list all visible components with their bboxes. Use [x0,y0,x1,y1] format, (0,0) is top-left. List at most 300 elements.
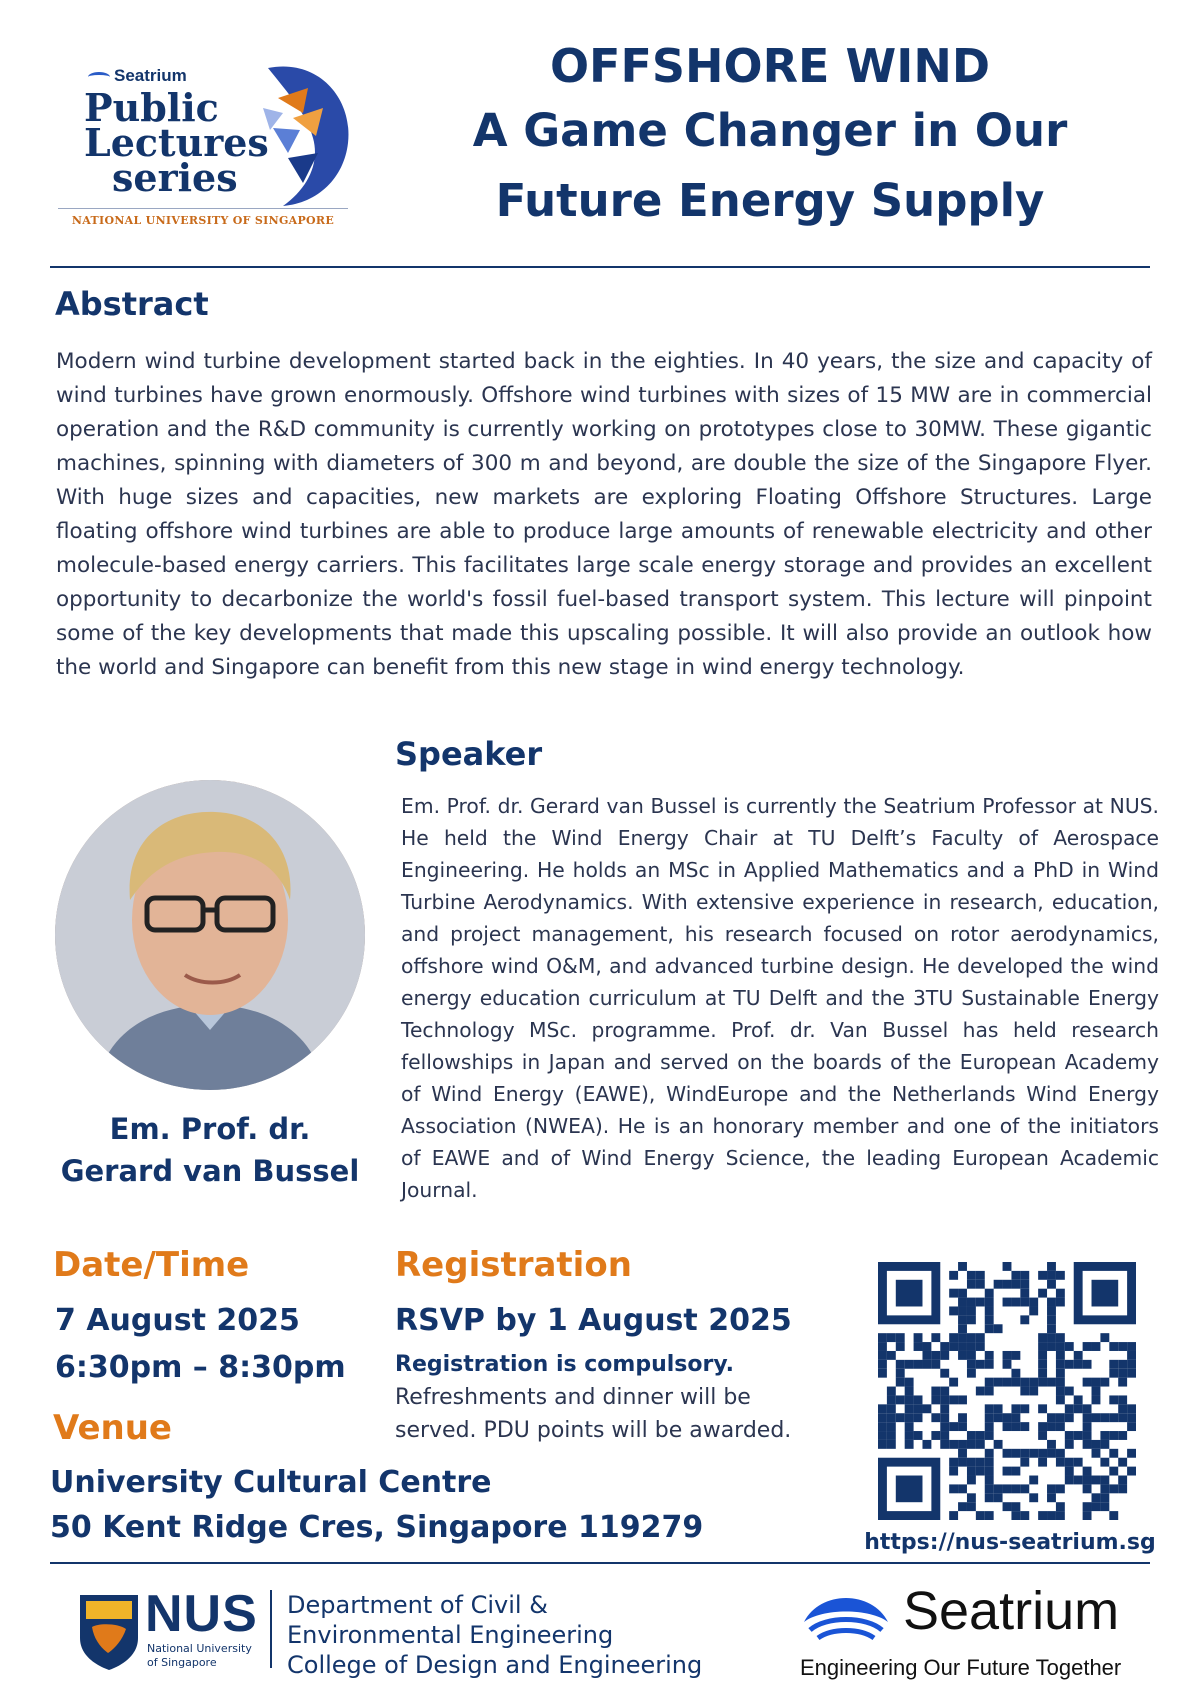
qr-module [1118,1476,1127,1485]
qr-module [1003,1449,1012,1458]
qr-module [985,1476,994,1485]
qr-module [914,1395,923,1404]
qr-module [967,1467,976,1476]
qr-module [1118,1458,1127,1467]
qr-module [1011,1351,1020,1360]
qr-module [976,1333,985,1342]
qr-module [985,1484,994,1493]
nus-crest-icon [78,1593,140,1671]
department-name [287,1590,702,1680]
qr-module [1029,1476,1038,1485]
qr-module [976,1360,985,1369]
speaker-name-line-2: Gerard van Bussel [60,1154,360,1188]
qr-module [878,1413,887,1422]
qr-module [905,1360,914,1369]
qr-module [1109,1342,1118,1351]
qr-module [931,1431,940,1440]
qr-module [1083,1378,1092,1387]
qr-module [887,1387,896,1396]
qr-module [985,1422,994,1431]
qr-module [949,1342,958,1351]
qr-module [1003,1422,1012,1431]
qr-module [1056,1360,1065,1369]
qr-module [976,1467,985,1476]
qr-module [1020,1484,1029,1493]
qr-module [976,1458,985,1467]
qr-module [914,1431,923,1440]
qr-module [1118,1404,1127,1413]
qr-module [1083,1511,1092,1520]
qr-module [1083,1404,1092,1413]
qr-module [922,1440,931,1449]
qr-module [896,1280,923,1307]
qr-module [1109,1431,1118,1440]
qr-module [1003,1467,1012,1476]
qr-module [1118,1395,1127,1404]
seatrium-wave-icon [88,72,110,82]
qr-module [1065,1404,1074,1413]
qr-module [1056,1502,1065,1511]
qr-module [1020,1289,1029,1298]
speaker-portrait-icon [55,780,365,1090]
qr-module [1038,1369,1047,1378]
qr-module [1011,1511,1020,1520]
qr-module [1038,1342,1047,1351]
qr-module [1109,1369,1118,1378]
qr-module [1083,1440,1092,1449]
qr-module [949,1484,958,1493]
qr-module [985,1298,994,1307]
qr-module [1083,1360,1092,1369]
qr-module [1100,1333,1109,1342]
seatrium-tagline: Engineering Our Future Together [800,1655,1122,1680]
qr-module [1056,1289,1065,1298]
qr-module [994,1378,1003,1387]
qr-module [940,1431,949,1440]
qr-module [1020,1449,1029,1458]
qr-module [1092,1440,1101,1449]
qr-module [976,1280,985,1289]
qr-module [1047,1271,1056,1280]
qr-module [1038,1333,1047,1342]
qr-module [931,1333,940,1342]
qr-module [1020,1315,1029,1324]
qr-module [976,1431,985,1440]
qr-module [931,1413,940,1422]
qr-module [1011,1378,1020,1387]
qr-module [1100,1413,1109,1422]
qr-module [922,1404,931,1413]
qr-module [985,1306,994,1315]
qr-module [1083,1467,1092,1476]
qr-module [1127,1369,1136,1378]
qr-module [985,1315,994,1324]
qr-module [1092,1387,1101,1396]
qr-module [1100,1502,1109,1511]
speaker-name [40,1108,380,1192]
qr-module [940,1387,949,1396]
qr-module [905,1440,914,1449]
qr-module [887,1351,896,1360]
nus-wordmark: NUS [145,1585,258,1643]
event-time: 6:30pm – 8:30pm [55,1350,346,1385]
qr-module [1020,1404,1029,1413]
qr-module [1020,1458,1029,1467]
qr-module [949,1306,958,1315]
qr-module [1038,1431,1047,1440]
qr-module [1029,1378,1038,1387]
rsvp-deadline: RSVP by 1 August 2025 [395,1303,792,1338]
seatrium-logo-icon [800,1586,892,1646]
qr-module [896,1413,905,1422]
qr-module [1011,1369,1020,1378]
venue-name: University Cultural Centre [50,1465,492,1500]
qr-module [967,1369,976,1378]
qr-module [1118,1342,1127,1351]
qr-module [1083,1484,1092,1493]
qr-module [922,1351,931,1360]
qr-module [1020,1271,1029,1280]
department-line-2: Environmental Engineering [287,1621,614,1649]
nus-subtitle-line-2: of Singapore [147,1656,217,1669]
qr-module [1118,1378,1127,1387]
qr-module [985,1413,994,1422]
qr-module [1092,1342,1101,1351]
qr-module [1109,1413,1118,1422]
qr-module [905,1395,914,1404]
qr-module [1127,1360,1136,1369]
qr-module [1056,1484,1065,1493]
qr-module [967,1351,976,1360]
qr-module [896,1476,923,1503]
qr-module [905,1413,914,1422]
qr-module [1047,1378,1056,1387]
qr-module [1109,1511,1118,1520]
qr-module [958,1306,967,1315]
qr-module [1056,1333,1065,1342]
qr-module [1109,1360,1118,1369]
qr-module [905,1404,914,1413]
qr-module [905,1387,914,1396]
registration-note-line-2: served. PDU points will be awarded. [395,1418,792,1443]
qr-module [1127,1449,1136,1458]
qr-module [887,1413,896,1422]
qr-module [1003,1413,1012,1422]
qr-module [1011,1271,1020,1280]
qr-module [1003,1484,1012,1493]
qr-module [958,1484,967,1493]
qr-module [887,1333,896,1342]
qr-module [958,1395,967,1404]
qr-module [1056,1395,1065,1404]
qr-module [1003,1298,1012,1307]
qr-module [958,1298,967,1307]
qr-module [1056,1378,1065,1387]
qr-module [1011,1280,1020,1289]
qr-module [896,1333,905,1342]
logo-divider [58,208,348,209]
qr-module [985,1289,994,1298]
qr-module [1047,1484,1056,1493]
qr-module [967,1476,976,1485]
qr-module [1047,1342,1056,1351]
qr-module [931,1395,940,1404]
venue-address: 50 Kent Ridge Cres, Singapore 119279 [50,1510,704,1545]
speaker-bio: Em. Prof. dr. Gerard van Bussel is currently the Seatrium Professor at NUS. He held the Wind Energy Chair at TU Delft’s Faculty of Aerospace Engineering. He holds an MSc in Applied Mathematics and a PhD in Wind Turbine Aerodynamics. With extensive experience in research, education, and project management, his research focused on rotor aerodynamics, offshore wind O&M, and advanced turbine design. He developed the wind energy education curriculum at TU Delft and the 3TU Sustainable Energy Technology MSc. programme. Prof. dr. Van Bussel has held research fellowships in Japan and served on the boards of the European Academy of Wind Energy (EAWE), WindEurope and the Netherlands Wind Energy Association (NWEA). He is an honorary member and one of the initiators of EAWE and of Wind Energy Science, the leading European Academic Journal. [401,794,1159,1202]
qr-module [1038,1378,1047,1387]
qr-module [1074,1431,1083,1440]
qr-module [1065,1440,1074,1449]
registration-compulsory: Registration is compulsory. [395,1352,735,1377]
qr-module [958,1315,967,1324]
footer-divider [50,1562,1150,1564]
footer-vertical-divider [270,1590,272,1668]
qr-module [967,1502,976,1511]
qr-module [896,1378,905,1387]
registration-note-line-1: Refreshments and dinner will be [395,1385,751,1410]
qr-module [931,1360,940,1369]
qr-module [1074,1351,1083,1360]
qr-module [949,1511,958,1520]
qr-module [1056,1271,1065,1280]
qr-module [1100,1440,1109,1449]
qr-module [878,1440,887,1449]
qr-module [985,1511,994,1520]
qr-module [1083,1422,1092,1431]
qr-module [958,1502,967,1511]
qr-module [976,1298,985,1307]
qr-module [1056,1413,1065,1422]
qr-module [1100,1476,1109,1485]
logo-university: NATIONAL UNIVERSITY OF SINGAPORE [71,214,335,227]
qr-module [1056,1298,1065,1307]
qr-module [1065,1476,1074,1485]
qr-module [905,1422,914,1431]
qr-module [896,1369,905,1378]
qr-module [905,1431,914,1440]
qr-module [967,1440,976,1449]
qr-module [1065,1342,1074,1351]
qr-module [985,1431,994,1440]
qr-module [949,1333,958,1342]
qr-module [1127,1342,1136,1351]
qr-module [1047,1262,1056,1271]
qr-module [1118,1431,1127,1440]
qr-module [1127,1351,1136,1360]
qr-module [949,1271,958,1280]
qr-module [1109,1395,1118,1404]
seatrium-wordmark: Seatrium [903,1581,1120,1641]
qr-module [914,1360,923,1369]
qr-module [940,1422,949,1431]
qr-module [976,1511,985,1520]
qr-module [1065,1413,1074,1422]
qr-module [985,1360,994,1369]
qr-module [878,1431,887,1440]
qr-module [1011,1502,1020,1511]
qr-module [1038,1449,1047,1458]
qr-module [967,1271,976,1280]
qr-module [958,1422,967,1431]
qr-module [1065,1431,1074,1440]
qr-module [1038,1422,1047,1431]
qr-module [896,1342,905,1351]
qr-module [1100,1458,1109,1467]
qr-module [878,1333,887,1342]
qr-module [1109,1449,1118,1458]
logo-line-lectures: Lectures [84,120,269,165]
qr-module [1074,1404,1083,1413]
qr-module [1118,1360,1127,1369]
logo-brand [88,66,187,86]
qr-module [1038,1511,1047,1520]
qr-module [1011,1298,1020,1307]
qr-module [1056,1351,1065,1360]
qr-module [940,1369,949,1378]
speaker-heading: Speaker [395,735,543,773]
qr-module [1118,1413,1127,1422]
qr-module [940,1342,949,1351]
nus-subtitle [147,1642,252,1670]
qr-module [1100,1484,1109,1493]
qr-module [985,1387,994,1396]
qr-module [1056,1369,1065,1378]
qr-module [1127,1467,1136,1476]
qr-module [1074,1458,1083,1467]
qr-module [914,1333,923,1342]
qr-module [887,1422,896,1431]
qr-module [958,1289,967,1298]
qr-module [985,1467,994,1476]
abstract-text: Modern wind turbine development started back in the eighties. In 40 years, the size and capacity of wind turbines have grown enormously. Offshore wind turbines with sizes of 15 MW are in commercial operation and the R&D community is currently working on prototypes close to 30MW. These gigantic machines, spinning with diameters of 300 m and beyond, are double the size of the Singapore Flyer. With huge sizes and capacities, new markets are exploring Floating Offshore Structures. Large floating offshore wind turbines are able to produce large amounts of renewable electricity and other molecule-based energy carriers. This facilitates large scale energy storage and provides an excellent opportunity to decarbonize the world's fossil fuel-based transport system. This lecture will pinpoint some of the key developments that made this upscaling possible. It will also provide an outlook how the world and Singapore can benefit from this new stage in wind energy technology. [56,349,1152,680]
qr-module [994,1493,1003,1502]
nus-subtitle-line-1: National University [147,1642,252,1655]
qr-module [1038,1289,1047,1298]
qr-module [958,1324,967,1333]
qr-module [1100,1493,1109,1502]
qr-module [1038,1351,1047,1360]
qr-module [905,1378,914,1387]
qr-module [1092,1449,1101,1458]
qr-module [958,1413,967,1422]
qr-module [1065,1467,1074,1476]
qr-module [949,1395,958,1404]
qr-module [940,1351,949,1360]
registration-qr-code[interactable] [878,1262,1136,1520]
qr-module [985,1378,994,1387]
qr-module [967,1493,976,1502]
event-date: 7 August 2025 [55,1303,300,1338]
qr-module [985,1351,994,1360]
qr-module [887,1404,896,1413]
qr-module [985,1458,994,1467]
qr-module [1003,1280,1012,1289]
qr-module [994,1440,1003,1449]
qr-module [1100,1378,1109,1387]
qr-module [985,1324,994,1333]
qr-module [958,1449,967,1458]
title-line-3: Future Energy Supply [495,174,1045,227]
qr-module [1092,1395,1101,1404]
qr-module [1127,1413,1136,1422]
qr-module [878,1360,887,1369]
qr-module [967,1431,976,1440]
title-line-1: OFFSHORE WIND [549,39,991,93]
qr-module [1003,1502,1012,1511]
qr-module [949,1440,958,1449]
page-title [400,36,1140,236]
qr-module [1083,1413,1092,1422]
qr-module [1047,1422,1056,1431]
qr-module [967,1458,976,1467]
qr-module [1092,1502,1101,1511]
qr-module [1047,1315,1056,1324]
qr-module [878,1369,887,1378]
qr-module [967,1280,976,1289]
qr-module [994,1280,1003,1289]
qr-module [914,1404,923,1413]
qr-module [878,1351,887,1360]
qr-module [976,1387,985,1396]
qr-module [1011,1467,1020,1476]
qr-module [1011,1422,1020,1431]
qr-module [1083,1476,1092,1485]
qr-module [949,1289,958,1298]
qr-module [949,1458,958,1467]
qr-module [1047,1298,1056,1307]
qr-module [878,1342,887,1351]
qr-module [958,1342,967,1351]
qr-module [967,1342,976,1351]
qr-module [878,1422,887,1431]
qr-module [1092,1476,1101,1485]
lion-bird-emblem-icon [248,58,358,208]
qr-module [949,1422,958,1431]
qr-module [940,1413,949,1422]
logo-line-public: Public [84,85,219,130]
registration-url[interactable]: https://nus-seatrium.sg [864,1530,1156,1555]
qr-module [967,1298,976,1307]
qr-module [1020,1387,1029,1396]
qr-module [1118,1484,1127,1493]
qr-module [1029,1493,1038,1502]
qr-module [949,1378,958,1387]
qr-module [958,1262,967,1271]
qr-module [958,1458,967,1467]
qr-module [1074,1476,1083,1485]
qr-module [896,1395,905,1404]
qr-module [994,1404,1003,1413]
qr-module [887,1395,896,1404]
qr-module [940,1404,949,1413]
qr-module [1074,1395,1083,1404]
qr-module [914,1342,923,1351]
qr-module [1003,1378,1012,1387]
qr-module [931,1351,940,1360]
qr-module [976,1342,985,1351]
speaker-photo [55,780,365,1090]
abstract-heading: Abstract [55,285,209,323]
qr-module [1003,1262,1012,1271]
qr-module [1020,1280,1029,1289]
qr-module [1056,1458,1065,1467]
qr-module [940,1440,949,1449]
registration-heading: Registration [395,1245,632,1285]
qr-module [994,1413,1003,1422]
qr-module [1020,1378,1029,1387]
qr-module [922,1360,931,1369]
qr-module [967,1360,976,1369]
